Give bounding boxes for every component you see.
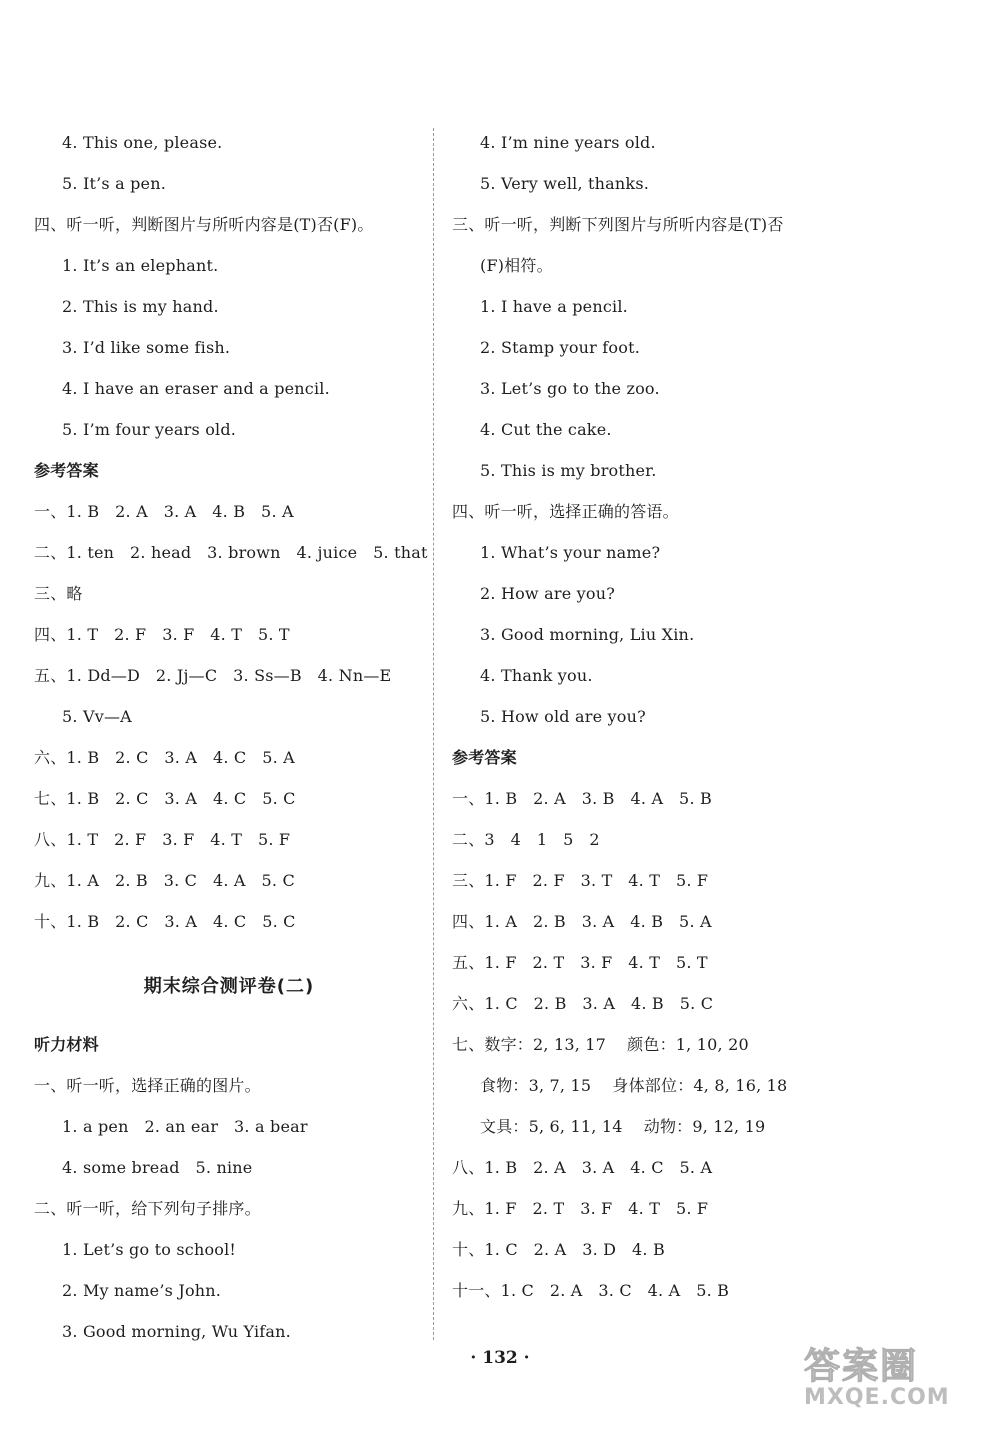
watermark-logo bbox=[804, 1338, 994, 1426]
text-line: 八、1. T 2. F 3. F 4. T 5. F bbox=[34, 830, 291, 849]
text-line: 六、1. B 2. C 3. A 4. C 5. A bbox=[34, 748, 295, 767]
text-line: 5. It’s a pen. bbox=[62, 174, 167, 193]
text-line: 七、数字：2, 13, 17 颜色：1, 10, 20 bbox=[452, 1035, 749, 1054]
text-line: 5. How old are you? bbox=[480, 707, 646, 726]
text-line: 十、1. B 2. C 3. A 4. C 5. C bbox=[34, 912, 296, 931]
text-line: 1. Let’s go to school! bbox=[62, 1240, 237, 1259]
text-line: 4. some bread 5. nine bbox=[62, 1158, 253, 1177]
text-line: 3. Good morning, Liu Xin. bbox=[480, 625, 695, 644]
text-line: 1. a pen 2. an ear 3. a bear bbox=[62, 1117, 308, 1136]
text-line: 四、1. T 2. F 3. F 4. T 5. T bbox=[34, 625, 290, 644]
text-line: 六、1. C 2. B 3. A 4. B 5. C bbox=[452, 994, 714, 1013]
section-heading: 参考答案 bbox=[452, 748, 517, 767]
text-line: 二、听一听，给下列句子排序。 bbox=[34, 1199, 261, 1218]
text-line: 2. This is my hand. bbox=[62, 297, 219, 316]
text-line: 五、1. F 2. T 3. F 4. T 5. T bbox=[452, 953, 708, 972]
text-line: 五、1. Dd—D 2. Jj—C 3. Ss—B 4. Nn—E bbox=[34, 666, 392, 685]
text-line: 四、1. A 2. B 3. A 4. B 5. A bbox=[452, 912, 712, 931]
text-line: 4. I have an eraser and a pencil. bbox=[62, 379, 330, 398]
text-line: 九、1. A 2. B 3. C 4. A 5. C bbox=[34, 871, 295, 890]
text-line: 2. My name’s John. bbox=[62, 1281, 222, 1300]
text-line: 三、听一听，判断下列图片与所听内容是(T)否 bbox=[452, 215, 784, 234]
text-line: 1. What’s your name? bbox=[480, 543, 661, 562]
text-line: 3. Let’s go to the zoo. bbox=[480, 379, 660, 398]
watermark-title: 答案圈 bbox=[804, 1346, 919, 1387]
left-column bbox=[34, 122, 428, 1352]
text-line: 九、1. F 2. T 3. F 4. T 5. F bbox=[452, 1199, 709, 1218]
text-line: 二、1. ten 2. head 3. brown 4. juice 5. that bbox=[34, 543, 428, 562]
text-line: 十一、1. C 2. A 3. C 4. A 5. B bbox=[452, 1281, 730, 1300]
text-line: 八、1. B 2. A 3. A 4. C 5. A bbox=[452, 1158, 713, 1177]
text-line: 四、听一听，选择正确的答语。 bbox=[452, 502, 679, 521]
text-line: 1. I have a pencil. bbox=[480, 297, 628, 316]
text-line: 4. Thank you. bbox=[480, 666, 593, 685]
text-line: 2. Stamp your foot. bbox=[480, 338, 640, 357]
text-line: 食物：3, 7, 15 身体部位：4, 8, 16, 18 bbox=[480, 1076, 788, 1095]
text-line: 一、1. B 2. A 3. A 4. B 5. A bbox=[34, 502, 294, 521]
text-line: 三、1. F 2. F 3. T 4. T 5. F bbox=[452, 871, 709, 890]
right-column bbox=[452, 122, 852, 1311]
exam-title: 期末综合测评卷(二) bbox=[143, 976, 315, 997]
text-line: 4. This one, please. bbox=[62, 133, 223, 152]
text-line: 文具：5, 6, 11, 14 动物：9, 12, 19 bbox=[480, 1117, 766, 1136]
text-line: 1. It’s an elephant. bbox=[62, 256, 219, 275]
text-line: 3. I’d like some fish. bbox=[62, 338, 231, 357]
text-line: 4. I’m nine years old. bbox=[480, 133, 656, 152]
column-divider bbox=[433, 128, 434, 1340]
text-line: 十、1. C 2. A 3. D 4. B bbox=[452, 1240, 665, 1259]
text-line: 三、略 bbox=[34, 584, 83, 603]
text-line: 5. This is my brother. bbox=[480, 461, 657, 480]
text-line: 一、听一听，选择正确的图片。 bbox=[34, 1076, 261, 1095]
section-heading: 参考答案 bbox=[34, 461, 99, 480]
text-line: 3. Good morning, Wu Yifan. bbox=[62, 1322, 291, 1341]
text-line: 2. How are you? bbox=[480, 584, 616, 603]
text-line: 七、1. B 2. C 3. A 4. C 5. C bbox=[34, 789, 296, 808]
text-line: 四、听一听，判断图片与所听内容是(T)否(F)。 bbox=[34, 215, 374, 234]
text-line: 5. Very well, thanks. bbox=[480, 174, 650, 193]
text-line: 一、1. B 2. A 3. B 4. A 5. B bbox=[452, 789, 712, 808]
text-line: 二、3 4 1 5 2 bbox=[452, 830, 600, 849]
watermark-url: MXQE.COM bbox=[804, 1385, 950, 1410]
section-heading: 听力材料 bbox=[34, 1035, 99, 1054]
text-line: 5. I’m four years old. bbox=[62, 420, 237, 439]
page-number: · 132 · bbox=[470, 1348, 530, 1368]
text-line: 4. Cut the cake. bbox=[480, 420, 612, 439]
text-line: (F)相符。 bbox=[480, 256, 553, 275]
text-line: 5. Vv—A bbox=[62, 707, 132, 726]
